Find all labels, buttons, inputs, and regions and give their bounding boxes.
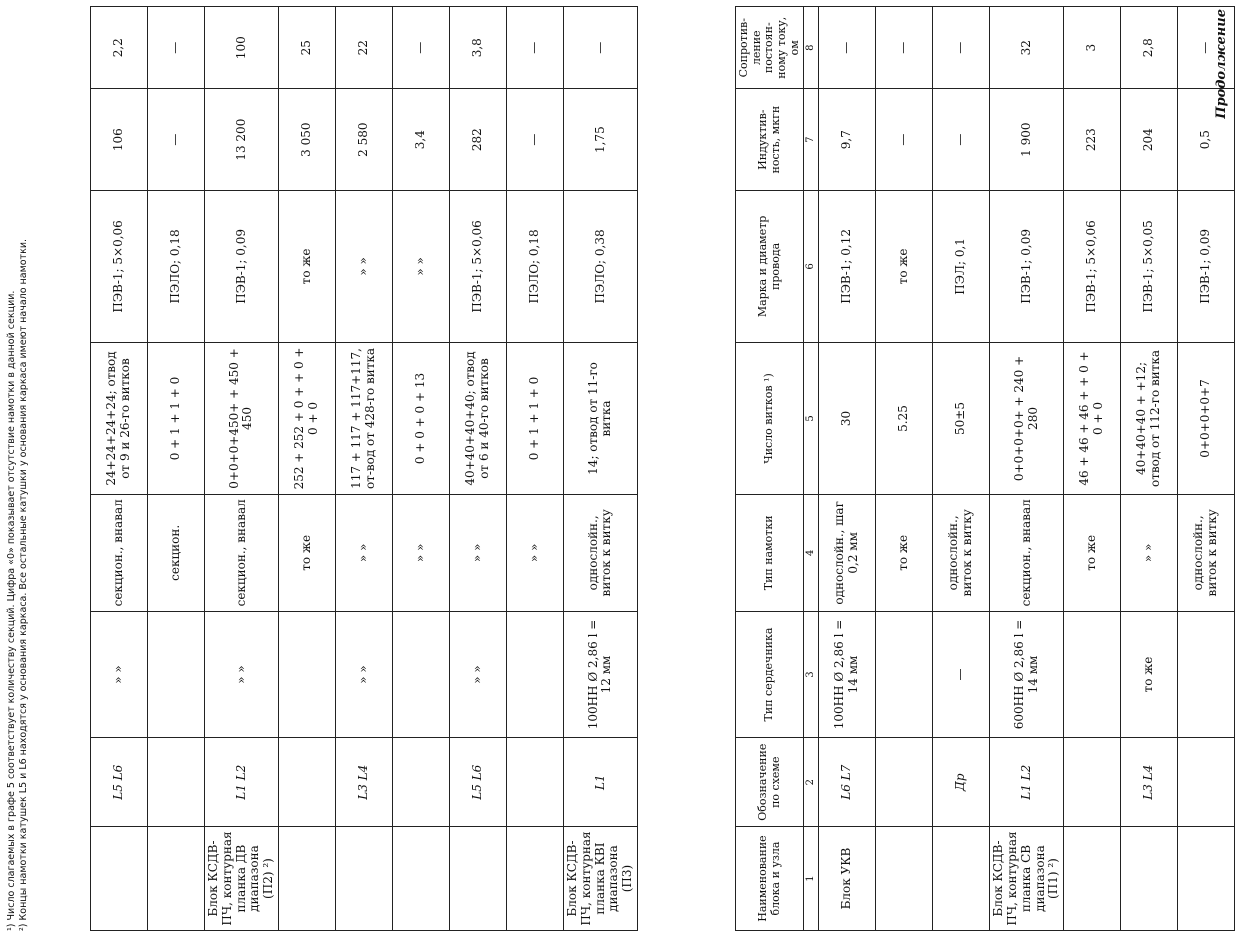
cell-desig: L3 L4 [335,738,392,827]
cell-desig: Др [933,738,990,827]
cell-ind: 106 [91,89,148,190]
cell-desig: L5 L6 [449,738,506,827]
cell-wire: » » [335,190,392,342]
cell-ind: 0,5 [1178,89,1235,190]
cell-wind: секцион., внавал [205,495,279,612]
cell-ind: 1 900 [990,89,1064,190]
cell-turns: 0 + 1 + 1 + 0 [506,342,563,494]
table-row [819,7,876,931]
cell-res: — [392,7,449,89]
column-header: Индуктив-ность, мкгн [736,89,804,190]
table-row [990,7,1064,931]
cell-block [1178,827,1235,931]
cell-core: 100НН Ø 2,86 l = 12 мм [563,611,637,738]
cell-wind: однослойн., виток к витку [933,495,990,612]
column-number: 8 [804,7,819,89]
cell-res: 100 [205,7,279,89]
cell-block [1064,827,1121,931]
column-header: Наименование блока и узла [736,827,804,931]
cell-block [392,827,449,931]
cell-desig [278,738,335,827]
column-header: Число витков ¹) [736,342,804,494]
cell-wind: секцион. [148,495,205,612]
cell-wind: » » [1121,495,1178,612]
cell-ind: 9,7 [819,89,876,190]
cell-ind: — [933,89,990,190]
cell-ind: 3,4 [392,89,449,190]
cell-res: 25 [278,7,335,89]
cell-wind: то же [1064,495,1121,612]
cell-block: Блок КСДВ-ПЧ, контурная планка СВ диапазона (П1) ²) [990,827,1064,931]
cell-res: — [148,7,205,89]
cell-ind: — [506,89,563,190]
cell-res: 32 [990,7,1064,89]
cell-desig [506,738,563,827]
cell-desig: L6 L7 [819,738,876,827]
continuation-label: Продолжение [1214,9,1229,119]
cell-turns: 0 + 0 + 0 + 13 [392,342,449,494]
table-row [1064,7,1121,931]
column-header: Марка и диаметр провода [736,190,804,342]
cell-wind: секцион., внавал [990,495,1064,612]
column-number: 1 [804,827,819,931]
column-header: Обозначение по схеме [736,738,804,827]
cell-wire: ПЭЛО; 0,18 [148,190,205,342]
cell-ind: 2 580 [335,89,392,190]
cell-block: Блок УКВ [819,827,876,931]
column-number: 7 [804,89,819,190]
table-row [933,7,990,931]
cell-res: 22 [335,7,392,89]
cell-turns: 24+24+24+24; отвод от 9 и 26-го витков [91,342,148,494]
cell-wind: » » [449,495,506,612]
column-number-row [804,7,819,931]
cell-block [278,827,335,931]
cell-desig [148,738,205,827]
cell-wire: ПЭВ-1; 5×0,06 [1064,190,1121,342]
upper-table [735,6,1235,931]
cell-core [392,611,449,738]
cell-turns: 0+0+0+0+7 [1178,342,1235,494]
footnote-1: ¹) Число слагаемых в графе 5 соответствует количеству секций. Цифра «0» показывает отсутствие намотки в данной секции. [6,290,17,931]
column-number: 4 [804,495,819,612]
cell-desig [876,738,933,827]
cell-block [91,827,148,931]
cell-wind: » » [506,495,563,612]
cell-turns: 40+40+40 + +12; отвод от 112-го витка [1121,342,1178,494]
cell-block [876,827,933,931]
cell-res: — [819,7,876,89]
header-row [736,7,804,931]
cell-wire: ПЭЛО; 0,38 [563,190,637,342]
cell-turns: 0 + 1 + 1 + 0 [148,342,205,494]
cell-ind: 13 200 [205,89,279,190]
table-row [148,7,205,931]
cell-res: 2,8 [1121,7,1178,89]
cell-res: 3 [1064,7,1121,89]
cell-wire: » » [392,190,449,342]
cell-core [876,611,933,738]
cell-res: — [876,7,933,89]
table-row [506,7,563,931]
cell-turns: 252 + 252 + 0 + + 0 + 0 + 0 [278,342,335,494]
cell-desig: L5 L6 [91,738,148,827]
cell-wire: то же [876,190,933,342]
table-row [278,7,335,931]
cell-turns: 46 + 46 + 46 + + 0 + 0 + 0 [1064,342,1121,494]
cell-desig [1178,738,1235,827]
cell-wind: однослойн., виток к витку [563,495,637,612]
cell-res: — [1178,7,1235,89]
cell-wind: однослойн., шаг 0,2 мм [819,495,876,612]
cell-core: 100НН Ø 2,86 l = 14 мм [819,611,876,738]
cell-core [278,611,335,738]
cell-wind: » » [392,495,449,612]
footnote-2: ²) Концы намотки катушек L5 и L6 находятся у основания каркаса. Все остальные катушки у основания каркаса имеют начало намотки. [17,238,29,931]
cell-wire: то же [278,190,335,342]
cell-core: » » [205,611,279,738]
cell-turns: 0+0+0+450+ + 450 + 450 [205,342,279,494]
cell-res: — [933,7,990,89]
cell-block [449,827,506,931]
column-number: 3 [804,611,819,738]
cell-desig: L1 L2 [990,738,1064,827]
cell-wire: ПЭВ-1; 5×0,06 [449,190,506,342]
column-number: 6 [804,190,819,342]
cell-turns: 117 + 117 + 117+117, от-вод от 428-го витка [335,342,392,494]
cell-desig: L1 [563,738,637,827]
cell-wire: ПЭВ-1; 0,12 [819,190,876,342]
cell-ind: — [148,89,205,190]
cell-wire: ПЭЛ; 0,1 [933,190,990,342]
cell-core: то же [1121,611,1178,738]
table-row [876,7,933,931]
cell-wire: ПЭВ-1; 0,09 [990,190,1064,342]
table-row [91,7,148,931]
cell-core: 600НН Ø 2,86 l = 14 мм [990,611,1064,738]
cell-block: Блок КСДВ-ПЧ, контурная планка ДВ диапазона (П2) ²) [205,827,279,931]
column-header: Сопротив-ление постоян-ному току, ом [736,7,804,89]
cell-wind: то же [876,495,933,612]
cell-ind: 3 050 [278,89,335,190]
table-row [563,7,637,931]
cell-core: » » [449,611,506,738]
cell-turns: 0+0+0+0+ + 240 + 280 [990,342,1064,494]
cell-desig: L3 L4 [1121,738,1178,827]
cell-core [506,611,563,738]
cell-wire: ПЭВ-1; 5×0,06 [91,190,148,342]
cell-ind: 223 [1064,89,1121,190]
cell-res: — [506,7,563,89]
table-row [449,7,506,931]
cell-ind: — [876,89,933,190]
cell-res: — [563,7,637,89]
cell-wire: ПЭЛО; 0,18 [506,190,563,342]
cell-block [506,827,563,931]
cell-res: 2,2 [91,7,148,89]
column-header: Тип намотки [736,495,804,612]
cell-wind: то же [278,495,335,612]
table-row [1121,7,1178,931]
cell-core [1064,611,1121,738]
cell-res: 3,8 [449,7,506,89]
column-number: 5 [804,342,819,494]
lower-table [90,6,638,931]
column-number: 2 [804,738,819,827]
cell-wire: ПЭВ-1; 0,09 [1178,190,1235,342]
cell-wind: секцион., внавал [91,495,148,612]
cell-turns: 5.25 [876,342,933,494]
table-row [205,7,279,931]
cell-core [148,611,205,738]
table-row [392,7,449,931]
table-row [335,7,392,931]
cell-core: — [933,611,990,738]
cell-turns: 50±5 [933,342,990,494]
cell-ind: 204 [1121,89,1178,190]
cell-block [148,827,205,931]
cell-turns: 30 [819,342,876,494]
footnotes [6,6,30,931]
cell-core: » » [91,611,148,738]
table-row [1178,7,1235,931]
cell-core [1178,611,1235,738]
cell-block [335,827,392,931]
cell-desig [1064,738,1121,827]
cell-block [933,827,990,931]
cell-wire: ПЭВ-1; 0,09 [205,190,279,342]
cell-ind: 1,75 [563,89,637,190]
cell-desig: L1 L2 [205,738,279,827]
cell-desig [392,738,449,827]
cell-wind: » » [335,495,392,612]
column-header: Тип сердечника [736,611,804,738]
cell-block: Блок КСДВ-ПЧ, контурная планка КВI диапазона (П3) [563,827,637,931]
cell-wind: однослойн., виток к витку [1178,495,1235,612]
cell-turns: 40+40+40+40; отвод от 6 и 40-го витков [449,342,506,494]
cell-wire: ПЭВ-1; 5×0,05 [1121,190,1178,342]
cell-block [1121,827,1178,931]
cell-turns: 14; отвод от 11-го витка [563,342,637,494]
cell-core: » » [335,611,392,738]
cell-ind: 282 [449,89,506,190]
